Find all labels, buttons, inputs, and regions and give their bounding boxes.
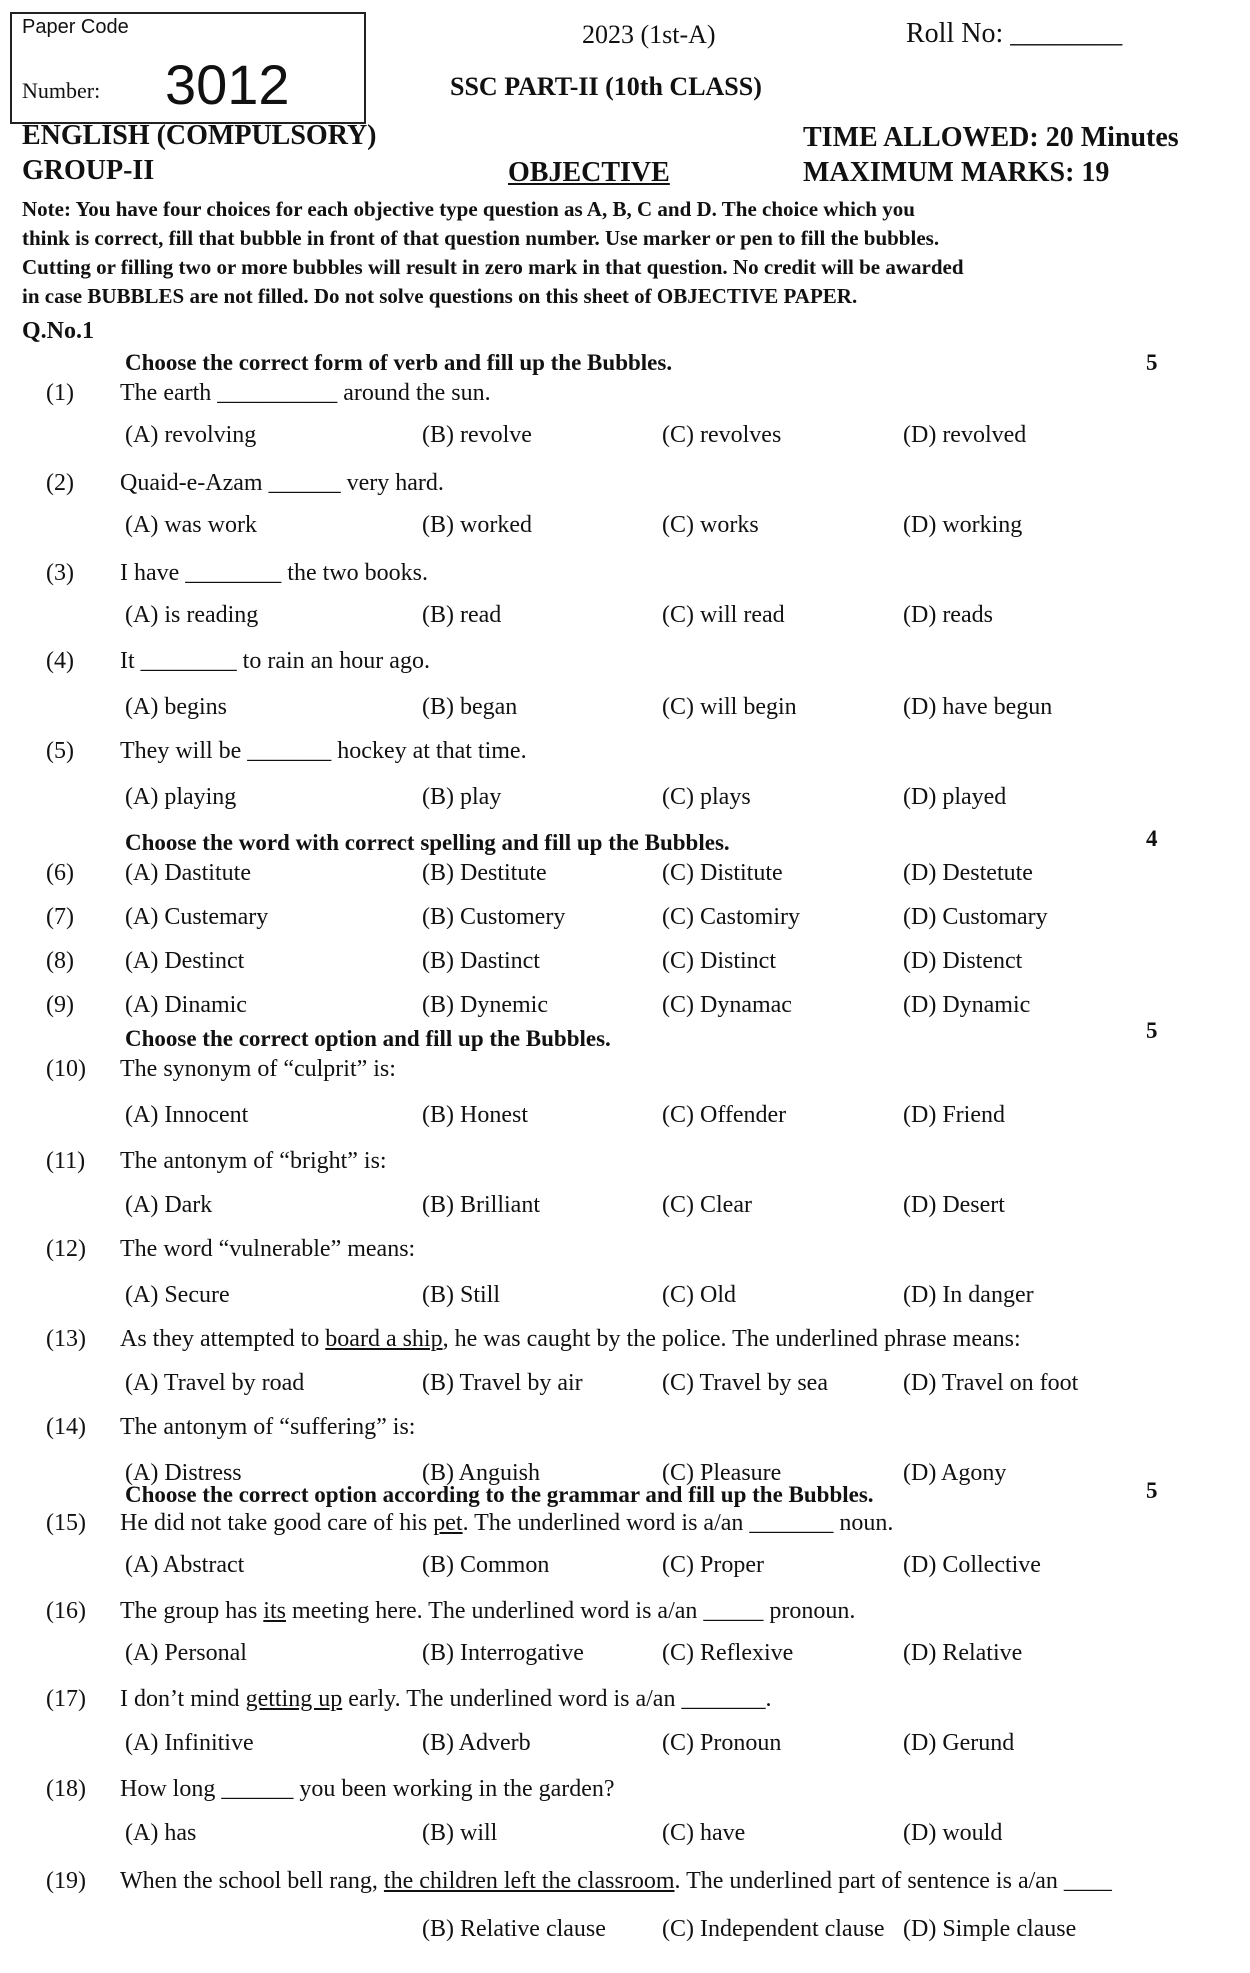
- answer-option: (B) Dastinct: [422, 948, 540, 974]
- note-line: Cutting or filling two or more bubbles will result in zero mark in that question. No credit will be awarded: [22, 255, 964, 279]
- answer-option: (A) Distress: [125, 1460, 242, 1486]
- answer-option: (D) Simple clause: [903, 1916, 1077, 1942]
- question-text: [120, 1326, 1021, 1353]
- answer-option: (A) Travel by road: [125, 1370, 305, 1396]
- question-text-part: early. The underlined word is a/an _______.: [342, 1686, 772, 1712]
- answer-option: (D) Relative: [903, 1640, 1023, 1666]
- answer-option: (B) Still: [422, 1282, 501, 1308]
- answer-option: (C) Independent clause: [662, 1916, 885, 1942]
- class-title: SSC PART-II (10th CLASS): [450, 72, 762, 101]
- question-text: [120, 1868, 1112, 1895]
- answer-option: (D) reads: [903, 602, 993, 628]
- answer-option: (B) read: [422, 602, 502, 628]
- answer-option: (D) working: [903, 512, 1023, 538]
- answer-option: (C) Offender: [662, 1102, 787, 1128]
- answer-option: (A) playing: [125, 784, 237, 810]
- question-number: (5): [46, 738, 74, 764]
- question-text: I have ________ the two books.: [120, 560, 428, 586]
- answer-option: (C) will begin: [662, 694, 797, 720]
- section-marks: 4: [1146, 826, 1158, 851]
- answer-option: (D) Agony: [903, 1460, 1007, 1486]
- underlined-phrase: its: [263, 1598, 286, 1624]
- answer-option: (B) Dynemic: [422, 992, 548, 1018]
- answer-option: (A) Dastitute: [125, 860, 251, 886]
- answer-option: (A) has: [125, 1820, 197, 1846]
- paper-code-label: Paper Code: [22, 16, 129, 38]
- answer-option: (A) Innocent: [125, 1102, 249, 1128]
- answer-option: (C) will read: [662, 602, 785, 628]
- answer-option: (D) Dynamic: [903, 992, 1031, 1018]
- underlined-phrase: board a ship: [325, 1326, 443, 1352]
- question-text-part: He did not take good care of his: [120, 1510, 434, 1536]
- answer-option: (D) have begun: [903, 694, 1053, 720]
- underlined-phrase: getting up: [245, 1686, 343, 1712]
- answer-option: (B) began: [422, 694, 518, 720]
- answer-option: (C) Castomiry: [662, 904, 800, 930]
- time-allowed: TIME ALLOWED: 20 Minutes: [803, 122, 1179, 153]
- question-text: [120, 1598, 855, 1625]
- underlined-phrase: the children left the classroom: [383, 1868, 675, 1894]
- note-line: think is correct, fill that bubble in front of that question number. Use marker or pen to fill the bubbles.: [22, 226, 940, 250]
- question-text: The synonym of “culprit” is:: [120, 1056, 396, 1082]
- answer-option: (C) Old: [662, 1282, 736, 1308]
- answer-option: (A) Custemary: [125, 904, 269, 930]
- question-text: Quaid-e-Azam ______ very hard.: [120, 470, 444, 496]
- answer-option: (D) Gerund: [903, 1730, 1015, 1756]
- question-number: (9): [46, 992, 74, 1018]
- answer-option: (D) Collective: [903, 1552, 1041, 1578]
- question-text-part: When the school bell rang,: [120, 1868, 384, 1894]
- answer-option: (B) Customery: [422, 904, 566, 930]
- answer-option: (C) Distitute: [662, 860, 783, 886]
- answer-option: (C) Pleasure: [662, 1460, 782, 1486]
- answer-option: (C) have: [662, 1820, 746, 1846]
- question-text-part: , he was caught by the police. The underlined phrase means:: [442, 1326, 1021, 1352]
- question-number: (14): [46, 1414, 86, 1440]
- answer-option: (A) Destinct: [125, 948, 245, 974]
- answer-option: (B) Travel by air: [422, 1370, 583, 1396]
- answer-option: (B) Brilliant: [422, 1192, 540, 1218]
- note-line: in case BUBBLES are not filled. Do not solve questions on this sheet of OBJECTIVE PAPER.: [22, 284, 858, 308]
- question-text: [120, 1686, 771, 1713]
- question-text: The earth __________ around the sun.: [120, 380, 491, 406]
- answer-option: (D) played: [903, 784, 1007, 810]
- question-number: (19): [46, 1868, 86, 1894]
- answer-option: (A) was work: [125, 512, 257, 538]
- answer-option: (D) Destetute: [903, 860, 1033, 886]
- question-number: (17): [46, 1686, 86, 1712]
- question-text-part: . The underlined word is a/an _______ noun.: [462, 1510, 894, 1536]
- question-text: The antonym of “suffering” is:: [120, 1414, 416, 1440]
- underlined-phrase: pet: [433, 1510, 463, 1536]
- section-marks: 5: [1146, 1018, 1158, 1043]
- answer-option: (B) Honest: [422, 1102, 528, 1128]
- question-number-heading: Q.No.1: [22, 318, 94, 344]
- answer-option: (B) Common: [422, 1552, 550, 1578]
- answer-option: (B) play: [422, 784, 502, 810]
- question-text-part: meeting here. The underlined word is a/an _____ pronoun.: [285, 1598, 856, 1624]
- answer-option: (D) In danger: [903, 1282, 1034, 1308]
- subject-title: ENGLISH (COMPULSORY): [22, 120, 377, 151]
- roll-number-field: Roll No: ________: [906, 18, 1123, 49]
- answer-option: (C) Dynamac: [662, 992, 792, 1018]
- answer-option: (B) Adverb: [422, 1730, 531, 1756]
- answer-option: (B) Destitute: [422, 860, 547, 886]
- question-text: They will be _______ hockey at that time.: [120, 738, 527, 764]
- question-number: (4): [46, 648, 74, 674]
- question-number: (2): [46, 470, 74, 496]
- maximum-marks: MAXIMUM MARKS: 19: [803, 157, 1110, 188]
- answer-option: (A) Dark: [125, 1192, 213, 1218]
- paper-number: 3012: [165, 53, 290, 116]
- answer-option: (A) revolving: [125, 422, 257, 448]
- question-text: [120, 1510, 893, 1537]
- question-number: (12): [46, 1236, 86, 1262]
- section-marks: 5: [1146, 1478, 1158, 1503]
- question-number: (6): [46, 860, 74, 886]
- answer-option: (D) Customary: [903, 904, 1048, 930]
- answer-option: (C) revolves: [662, 422, 782, 448]
- question-number: (18): [46, 1776, 86, 1802]
- answer-option: (B) revolve: [422, 422, 532, 448]
- section-heading: Choose the correct form of verb and fill up the Bubbles.: [125, 350, 673, 375]
- answer-option: (A) Infinitive: [125, 1730, 254, 1756]
- paper-type: OBJECTIVE: [508, 157, 670, 188]
- answer-option: (C) Travel by sea: [662, 1370, 828, 1396]
- answer-option: (D) revolved: [903, 422, 1027, 448]
- answer-option: (C) works: [662, 512, 759, 538]
- section-heading: Choose the correct option according to the grammar and fill up the Bubbles.: [125, 1482, 874, 1507]
- question-number: (8): [46, 948, 74, 974]
- answer-option: (C) Reflexive: [662, 1640, 794, 1666]
- question-text: It ________ to rain an hour ago.: [120, 648, 430, 674]
- question-text-part: . The underlined part of sentence is a/an ____: [674, 1868, 1112, 1894]
- question-number: (11): [46, 1148, 86, 1174]
- answer-option: (A) Abstract: [125, 1552, 245, 1578]
- question-text: The antonym of “bright” is:: [120, 1148, 387, 1174]
- answer-option: (D) would: [903, 1820, 1003, 1846]
- question-text-part: The group has: [120, 1598, 264, 1624]
- question-number: (15): [46, 1510, 86, 1536]
- question-number: (16): [46, 1598, 86, 1624]
- answer-option: (B) Interrogative: [422, 1640, 584, 1666]
- answer-option: (D) Travel on foot: [903, 1370, 1079, 1396]
- answer-option: (A) Dinamic: [125, 992, 247, 1018]
- answer-option: (B) Relative clause: [422, 1916, 606, 1942]
- exam-year: 2023 (1st-A): [582, 20, 716, 49]
- question-number: (10): [46, 1056, 86, 1082]
- question-number: (3): [46, 560, 74, 586]
- note-line: Note: You have four choices for each objective type question as A, B, C and D. The choice which you: [22, 197, 915, 221]
- number-label: Number:: [22, 78, 101, 103]
- answer-option: (D) Distenct: [903, 948, 1023, 974]
- answer-option: (D) Friend: [903, 1102, 1005, 1128]
- answer-option: (C) plays: [662, 784, 751, 810]
- question-text-part: I don’t mind: [120, 1686, 246, 1712]
- question-number: (1): [46, 380, 74, 406]
- answer-option: (A) is reading: [125, 602, 259, 628]
- answer-option: (C) Distinct: [662, 948, 776, 974]
- answer-option: (C) Pronoun: [662, 1730, 782, 1756]
- section-heading: Choose the word with correct spelling and fill up the Bubbles.: [125, 830, 730, 855]
- question-text: The word “vulnerable” means:: [120, 1236, 416, 1262]
- answer-option: (C) Proper: [662, 1552, 764, 1578]
- question-number: (7): [46, 904, 74, 930]
- section-heading: Choose the correct option and fill up the Bubbles.: [125, 1026, 611, 1051]
- answer-option: (D) Desert: [903, 1192, 1005, 1218]
- answer-option: (B) Anguish: [422, 1460, 541, 1486]
- answer-option: (B) worked: [422, 512, 532, 538]
- question-text-part: As they attempted to: [120, 1326, 326, 1352]
- group-title: GROUP-II: [22, 155, 155, 186]
- answer-option: (A) Secure: [125, 1282, 230, 1308]
- answer-option: (B) will: [422, 1820, 498, 1846]
- section-marks: 5: [1146, 350, 1158, 375]
- question-number: (13): [46, 1326, 86, 1352]
- answer-option: (A) Personal: [125, 1640, 247, 1666]
- answer-option: (A) begins: [125, 694, 227, 720]
- answer-option: (C) Clear: [662, 1192, 752, 1218]
- question-text: How long ______ you been working in the garden?: [120, 1776, 615, 1802]
